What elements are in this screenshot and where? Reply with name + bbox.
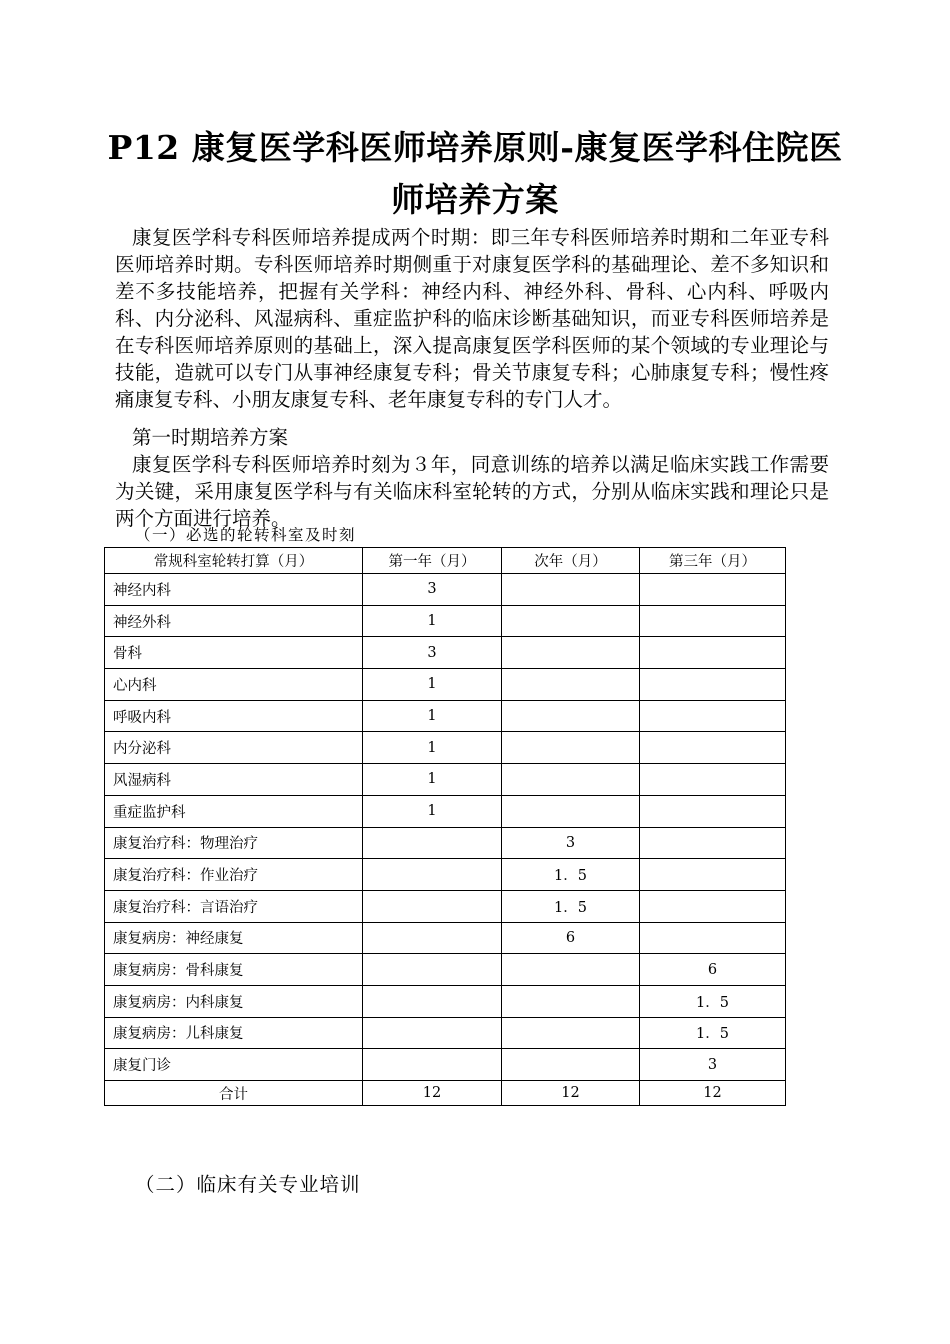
department-cell: 康复门诊 — [105, 1049, 363, 1081]
year1-cell — [363, 954, 502, 986]
total-label: 合计 — [105, 1081, 363, 1106]
document-title: P12 康复医学科医师培养原则-康复医学科住院医师培养方案 — [107, 128, 843, 219]
rotation-table — [104, 547, 786, 1106]
header-year2: 次年（月） — [502, 548, 640, 574]
department-cell: 重症监护科 — [105, 795, 363, 827]
year3-cell — [640, 859, 786, 891]
year1-cell: 1 — [363, 764, 502, 796]
year2-cell: 1．5 — [502, 890, 640, 922]
year2-cell — [502, 732, 640, 764]
phase1-paragraph: 康复医学科专科医师培养时刻为３年，同意训练的培养以满足临床实践工作需要为关键，采用康复医学科与有关临床科室轮转的方式，分别从临床实践和理论只是两个方面进行培养。 — [115, 453, 829, 530]
year2-cell: 6 — [502, 922, 640, 954]
header-year3: 第三年（月） — [640, 548, 786, 574]
year1-cell — [363, 922, 502, 954]
department-cell: 康复病房：儿科康复 — [105, 1017, 363, 1049]
table-row — [105, 669, 786, 701]
year1-cell: 1 — [363, 605, 502, 637]
year3-cell — [640, 890, 786, 922]
table-row — [105, 732, 786, 764]
table-row — [105, 985, 786, 1017]
table-row — [105, 700, 786, 732]
year2-cell — [502, 605, 640, 637]
department-cell: 康复病房：骨科康复 — [105, 954, 363, 986]
department-cell: 康复病房：神经康复 — [105, 922, 363, 954]
year3-cell — [640, 637, 786, 669]
year3-cell: 6 — [640, 954, 786, 986]
table-row — [105, 954, 786, 986]
year1-cell — [363, 985, 502, 1017]
year3-cell — [640, 922, 786, 954]
table-row — [105, 922, 786, 954]
year2-cell — [502, 637, 640, 669]
department-cell: 呼吸内科 — [105, 700, 363, 732]
year1-cell: 1 — [363, 700, 502, 732]
year2-cell: 3 — [502, 827, 640, 859]
year1-cell: 1 — [363, 732, 502, 764]
year3-cell: 1．5 — [640, 985, 786, 1017]
year3-cell — [640, 732, 786, 764]
year2-cell — [502, 1017, 640, 1049]
year3-cell — [640, 795, 786, 827]
table-row — [105, 574, 786, 606]
total-year3: 12 — [640, 1081, 786, 1106]
table-row — [105, 859, 786, 891]
year2-cell — [502, 669, 640, 701]
year3-cell — [640, 827, 786, 859]
year3-cell — [640, 700, 786, 732]
table-row — [105, 605, 786, 637]
header-year1: 第一年（月） — [363, 548, 502, 574]
year1-cell: 1 — [363, 795, 502, 827]
year2-cell — [502, 985, 640, 1017]
department-cell: 骨科 — [105, 637, 363, 669]
year1-cell — [363, 859, 502, 891]
total-year2: 12 — [502, 1081, 640, 1106]
department-cell: 内分泌科 — [105, 732, 363, 764]
year3-cell: 1．5 — [640, 1017, 786, 1049]
department-cell: 康复治疗科：言语治疗 — [105, 890, 363, 922]
year2-cell — [502, 764, 640, 796]
year1-cell — [363, 1049, 502, 1081]
table-row — [105, 890, 786, 922]
year2-cell: 1．5 — [502, 859, 640, 891]
department-cell: 心内科 — [105, 669, 363, 701]
header-department: 常规科室轮转打算（月） — [105, 548, 363, 574]
department-cell: 康复治疗科：物理治疗 — [105, 827, 363, 859]
year1-cell: 3 — [363, 574, 502, 606]
year1-cell — [363, 1017, 502, 1049]
year1-cell — [363, 890, 502, 922]
table-row — [105, 827, 786, 859]
year3-cell — [640, 764, 786, 796]
year3-cell — [640, 669, 786, 701]
year2-cell — [502, 700, 640, 732]
table-header-row — [105, 548, 786, 574]
year2-cell — [502, 795, 640, 827]
department-cell: 康复治疗科：作业治疗 — [105, 859, 363, 891]
table-row — [105, 764, 786, 796]
year2-cell — [502, 1049, 640, 1081]
department-cell: 康复病房：内科康复 — [105, 985, 363, 1017]
total-year1: 12 — [363, 1081, 502, 1106]
department-cell: 神经内科 — [105, 574, 363, 606]
year3-cell: 3 — [640, 1049, 786, 1081]
table-row — [105, 1017, 786, 1049]
department-cell: 风湿病科 — [105, 764, 363, 796]
year3-cell — [640, 605, 786, 637]
table-row — [105, 795, 786, 827]
section2-heading: （二）临床有关专业培训 — [135, 1173, 361, 1196]
year3-cell — [640, 574, 786, 606]
department-cell: 神经外科 — [105, 605, 363, 637]
intro-paragraph: 康复医学科专科医师培养提成两个时期：即三年专科医师培养时期和二年亚专科医师培养时期。专科医师培养时期侧重于对康复医学科的基础理论、差不多知识和差不多技能培养，把握有关学科：神经内科、神经外科、骨科、心内科、呼吸内科、内分泌科、风湿病科、重症监护科的临床诊断基础知识，而亚专科医师培养是在专科医师培养原则的基础上，深入提高康复医学科医师的某个领域的专业理论与技能，造就可以专门从事神经康复专科；骨关节康复专科；心肺康复专科；慢性疼痛康复专科、小朋友康复专科、老年康复专科的专门人才。 — [115, 226, 829, 411]
table-total-row — [105, 1081, 786, 1106]
section1-heading: （一）必选的轮转科室及时刻 — [135, 526, 357, 544]
year1-cell: 1 — [363, 669, 502, 701]
year1-cell — [363, 827, 502, 859]
phase1-heading: 第一时期培养方案 — [132, 426, 289, 449]
table-row — [105, 1049, 786, 1081]
table-row — [105, 637, 786, 669]
year1-cell: 3 — [363, 637, 502, 669]
year2-cell — [502, 954, 640, 986]
year2-cell — [502, 574, 640, 606]
